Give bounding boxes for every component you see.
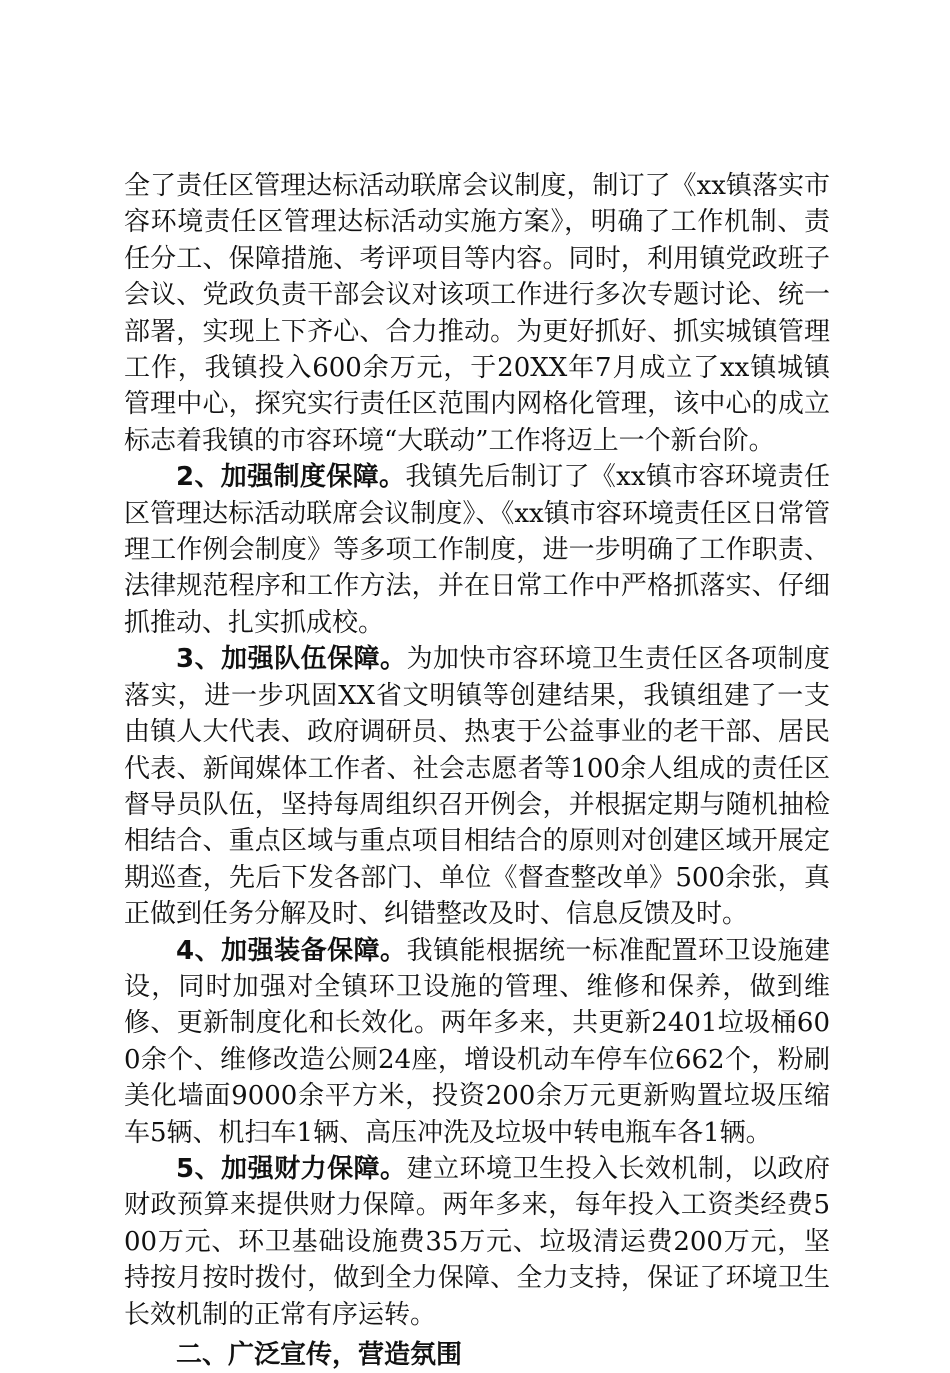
section-heading: 二、广泛宣传，营造氛围 [176, 1340, 463, 1370]
paragraph-text: 建立环境卫生投入长效机制，以政府财政预算来提供财力保障。两年多来，每年投入工资类经费500万元、环卫基础设施费35万元、垃圾清运费200万元，坚持按月按时拨付，做到全力保障、全力支持，保证了环境卫生长效机制的正常有序运转。 [124, 1153, 830, 1330]
paragraph-lead: 2、加强制度保障。 [176, 462, 406, 493]
paragraph-1 [124, 168, 830, 459]
paragraph-text: 我镇先后制订了《xx镇市容环境责任区管理达标活动联席会议制度》、《xx镇市容环境责任区日常管理工作例会制度》等多项工作制度，进一步明确了工作职责、法律规范程序和工作方法，并在日常工作中严格抓落实、仔细抓推动、扎实抓成校。 [124, 462, 831, 638]
paragraph-3 [124, 641, 830, 932]
paragraph-text: 我镇能根据统一标准配置环卫设施建设，同时加强对全镇环卫设施的管理、维修和保养，做到维修、更新制度化和长效化。两年多来，共更新2401垃圾桶600余个、维修改造公厕24座，增设机动车停车位662个，粉刷美化墙面9000余平方米，投资200余万元更新购置垃圾压缩车5辆、机扫车1辆、高压冲洗及垃圾中转电瓶车各1辆。 [124, 935, 830, 1148]
paragraph-text: 全了责任区管理达标活动联席会议制度，制订了《xx镇落实市容环境责任区管理达标活动实施方案》，明确了工作机制、责任分工、保障措施、考评项目等内容。同时，利用镇党政班子会议、党政负责干部会议对该项工作进行多次专题讨论、统一部署，实现上下齐心、合力推动。为更好抓好、抓实城镇管理工作，我镇投入600余万元，于20XX年7月成立了xx镇城镇管理中心，探究实行责任区范围内网格化管理，该中心的成立标志着我镇的市容环境“大联动”工作将迈上一个新台阶。 [124, 171, 830, 456]
document-body [124, 168, 830, 1373]
paragraph-lead: 4、加强装备保障。 [176, 935, 407, 966]
paragraph-lead: 5、加强财力保障。 [176, 1153, 407, 1184]
paragraph-text: 为加快市容环境卫生责任区各项制度落实，进一步巩固XX省文明镇等创建结果，我镇组建了一支由镇人大代表、政府调研员、热衷于公益事业的老干部、居民代表、新闻媒体工作者、社会志愿者等100余人组成的责任区督导员队伍，坚持每周组织召开例会，并根据定期与随机抽检相结合、重点区域与重点项目相结合的原则对创建区域开展定期巡查，先后下发各部门、单位《督查整改单》500余张，真正做到任务分解及时、纠错整改及时、信息反馈及时。 [124, 644, 830, 930]
paragraph-lead: 3、加强队伍保障。 [176, 644, 407, 675]
paragraph-2 [124, 459, 830, 641]
paragraph-4 [124, 933, 830, 1151]
paragraph-5 [124, 1151, 830, 1333]
